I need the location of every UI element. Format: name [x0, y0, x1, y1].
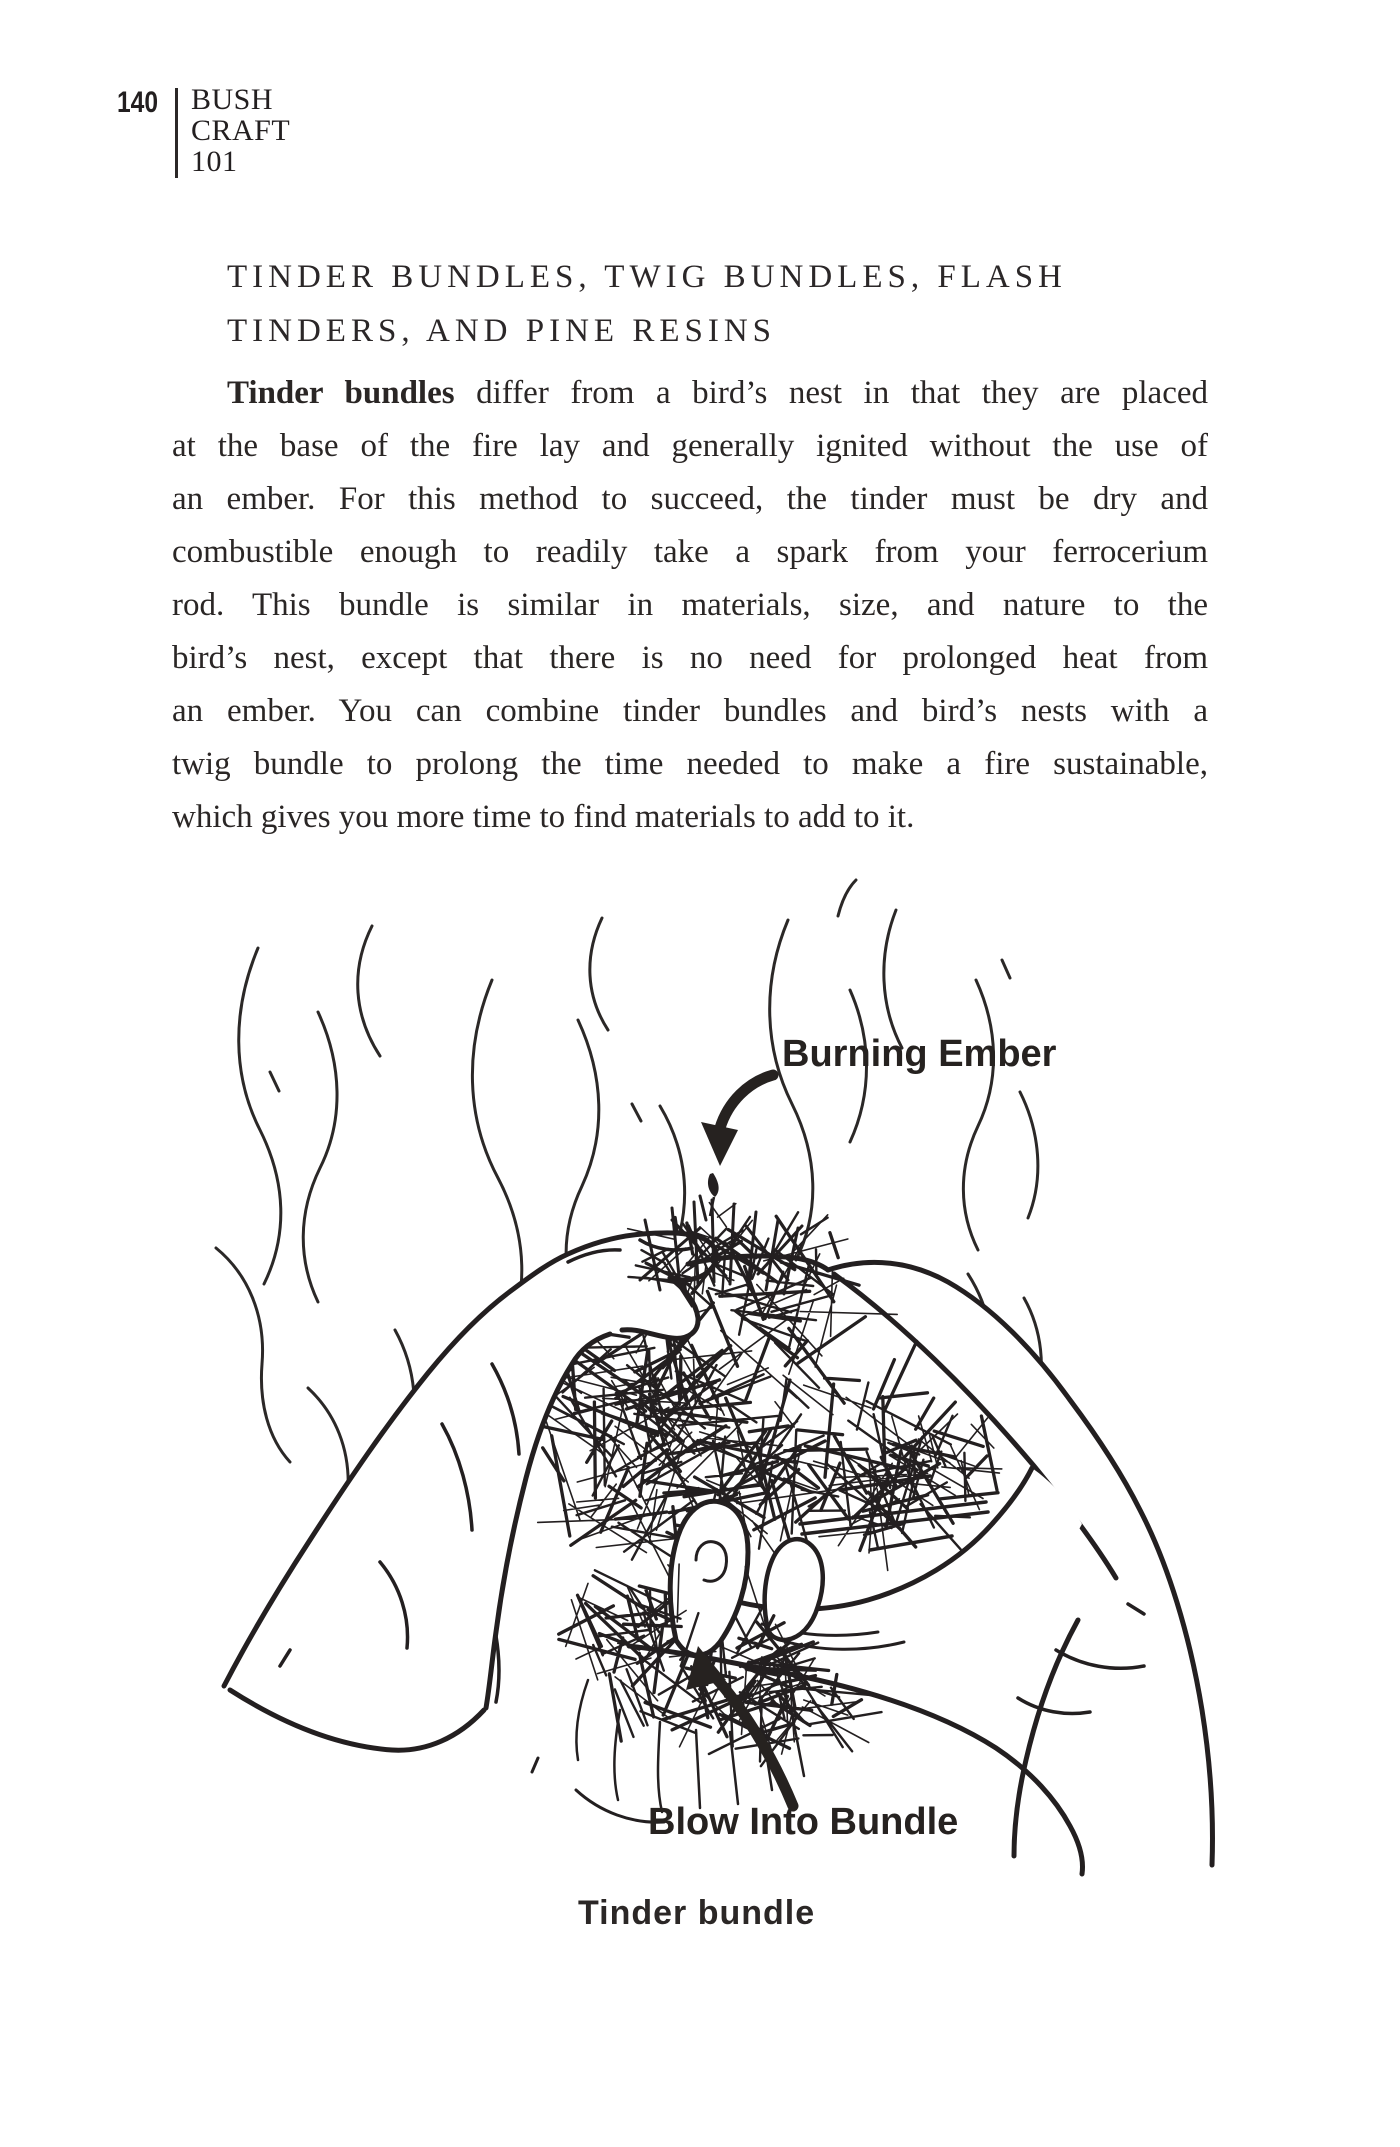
lead-phrase: Tinder bundles [227, 375, 455, 411]
book-title-line: CRAFT [191, 114, 291, 147]
header-divider [175, 88, 178, 178]
paragraph-line: rod. This bundle is similar in materials, size, and nature to the [172, 587, 1208, 623]
figure-caption: Tinder bundle [578, 1894, 816, 1932]
tinder-bundle-illustration [140, 860, 1320, 1920]
illustration-canvas [140, 860, 1320, 1920]
book-title-line: 101 [191, 145, 238, 178]
body-paragraph [172, 367, 1208, 844]
page-number: 140 [117, 86, 159, 119]
paragraph-line: at the base of the fire lay and generally ignited without the use of [172, 428, 1208, 464]
paragraph-line: an ember. You can combine tinder bundles and bird’s nests with a [172, 693, 1208, 729]
section-heading-line: TINDERS, AND PINE RESINS [227, 313, 777, 349]
burning-ember-arrow [701, 1075, 773, 1166]
burning-ember-label: Burning Ember [782, 1033, 1057, 1075]
book-title-line: BUSH [191, 83, 274, 116]
section-heading-line: TINDER BUNDLES, TWIG BUNDLES, FLASH [227, 259, 1067, 295]
paragraph-line: combustible enough to readily take a spark from your ferrocerium [172, 534, 1208, 570]
sketch-marks [532, 1758, 664, 1822]
blow-into-bundle-label: Blow Into Bundle [648, 1801, 959, 1843]
paragraph-line: which gives you more time to find materials to add to it. [172, 799, 915, 835]
book-title [191, 84, 290, 177]
paragraph-line [172, 367, 1208, 420]
paragraph-line: bird’s nest, except that there is no need for prolonged heat from [172, 640, 1208, 676]
paragraph-line: an ember. For this method to succeed, the tinder must be dry and [172, 481, 1208, 517]
paragraph-text: differ from a bird’s nest in that they are placed [454, 375, 1209, 411]
section-heading [227, 250, 1067, 358]
paragraph-line: twig bundle to prolong the time needed to make a fire sustainable, [172, 746, 1208, 782]
